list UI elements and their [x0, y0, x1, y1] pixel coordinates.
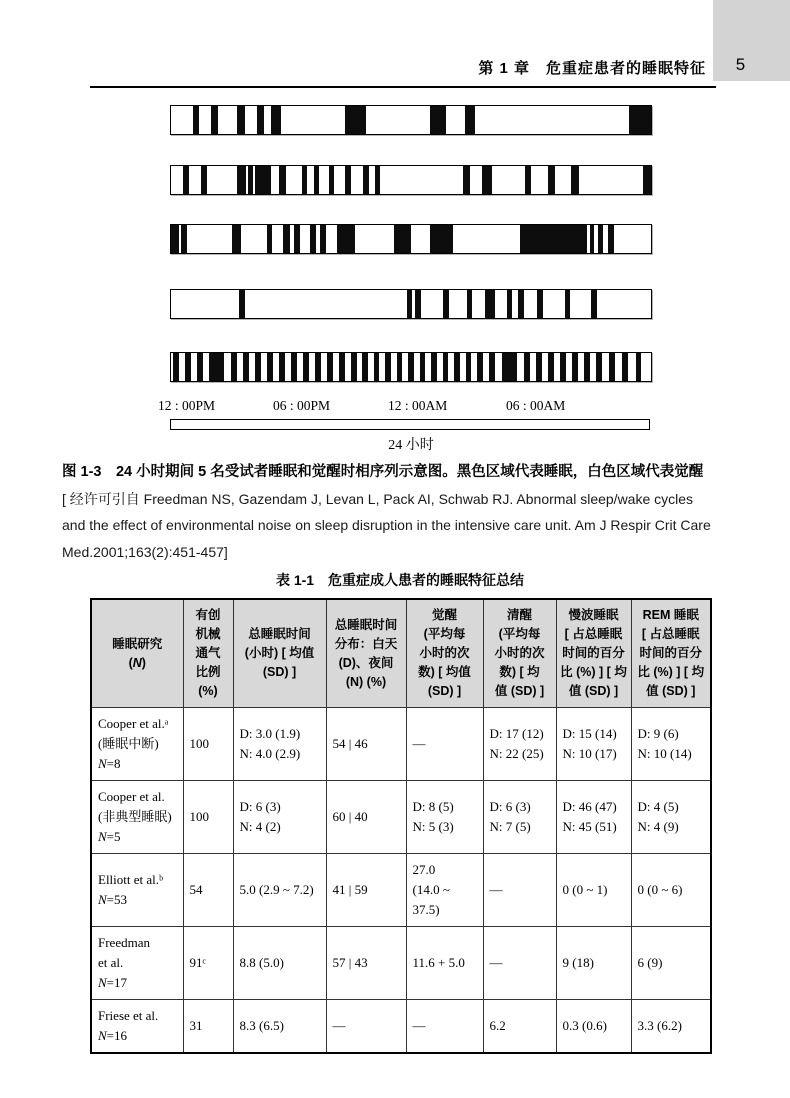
header-rule — [90, 86, 716, 88]
sleep-segment — [279, 166, 286, 194]
sleep-segment — [374, 353, 380, 381]
sleep-segment — [255, 166, 270, 194]
sleep-segment — [443, 290, 449, 318]
chapter-header: 第 1 章 危重症患者的睡眠特征 — [478, 60, 706, 77]
sleep-segment — [598, 225, 604, 253]
sleep-segment — [596, 353, 602, 381]
sleep-segment — [197, 353, 203, 381]
table-cell: 54 | 46 — [326, 708, 406, 781]
sleep-segment — [507, 290, 513, 318]
sleep-segment — [267, 353, 273, 381]
time-axis-label: 06 : 00AM — [506, 398, 566, 413]
sleep-segment — [489, 353, 495, 381]
sleep-wake-bar-subject-1 — [170, 105, 652, 135]
sleep-segment — [407, 290, 413, 318]
sleep-segment — [302, 166, 307, 194]
sleep-segment — [193, 106, 200, 134]
table-cell: 91ᶜ — [183, 927, 233, 1000]
table-cell: 41 | 59 — [326, 854, 406, 927]
sleep-segment — [572, 353, 578, 381]
table-cell: 0 (0 ~ 6) — [631, 854, 711, 927]
sleep-segment — [520, 225, 587, 253]
time-axis-label: 12 : 00AM — [388, 398, 448, 413]
table-cell: Friese et al. N=16 — [91, 1000, 183, 1054]
table-cell: 8.8 (5.0) — [233, 927, 326, 1000]
table-cell: 5.0 (2.9 ~ 7.2) — [233, 854, 326, 927]
table-cell: 9 (18) — [556, 927, 631, 1000]
sleep-segment — [565, 290, 571, 318]
sleep-segment — [591, 290, 597, 318]
table-cell: 54 — [183, 854, 233, 927]
table-header-cell: 慢波睡眠 [ 占总睡眠 时间的百分 比 (%) ] [ 均 值 (SD) ] — [556, 599, 631, 708]
sleep-segment — [548, 353, 554, 381]
table-cell: 27.0 (14.0 ~ 37.5) — [406, 854, 483, 927]
figure-caption-line: [ 经许可引自 Freedman NS, Gazendam J, Levan L, Pack AI, Schwab RJ. Abnormal sleep/wake cycles — [62, 490, 694, 507]
sleep-segment — [537, 290, 543, 318]
sleep-wake-bar-subject-3 — [170, 224, 652, 254]
table-cell: 60 | 40 — [326, 781, 406, 854]
sleep-segment — [211, 106, 218, 134]
figure-caption-line: Med.2001;163(2):451-457] — [62, 543, 228, 560]
sleep-segment — [255, 353, 261, 381]
table-header-cell: REM 睡眠 [ 占总睡眠 时间的百分 比 (%) ] [ 均 值 (SD) ] — [631, 599, 711, 708]
table-cell: — — [406, 1000, 483, 1054]
sleep-segment — [314, 166, 319, 194]
sleep-segment — [327, 353, 333, 381]
sleep-segment — [303, 353, 309, 381]
table-cell: Freedman et al. N=17 — [91, 927, 183, 1000]
table-cell: — — [483, 854, 556, 927]
table-cell: D: 3.0 (1.9) N: 4.0 (2.9) — [233, 708, 326, 781]
table-cell: 6 (9) — [631, 927, 711, 1000]
table-row — [91, 781, 711, 854]
sleep-segment — [629, 106, 651, 134]
sleep-segment — [232, 225, 240, 253]
sleep-segment — [477, 353, 483, 381]
sleep-segment — [622, 353, 628, 381]
table-body — [91, 708, 711, 1054]
table-cell: D: 15 (14) N: 10 (17) — [556, 708, 631, 781]
sleep-segment — [430, 106, 445, 134]
sleep-segment — [185, 353, 191, 381]
table-cell: 6.2 — [483, 1000, 556, 1054]
sleep-segment — [271, 106, 282, 134]
table-cell: 31 — [183, 1000, 233, 1054]
sleep-segment — [518, 290, 524, 318]
sleep-segment — [201, 166, 208, 194]
sleep-segment — [548, 166, 555, 194]
sleep-segment — [339, 353, 345, 381]
table-row — [91, 927, 711, 1000]
figure-caption-line: 图 1-3 24 小时期间 5 名受试者睡眠和觉醒时相序列示意图。黑色区域代表睡眠，白色区域代表觉醒 — [62, 464, 704, 480]
table-cell: D: 6 (3) N: 7 (5) — [483, 781, 556, 854]
figure-caption-line: and the effect of environmental noise on sleep disruption in the intensive care unit. Am J Respir Crit Care — [62, 517, 711, 533]
sleep-segment — [209, 353, 223, 381]
sleep-segment — [643, 166, 651, 194]
sleep-segment — [443, 353, 449, 381]
sleep-segment — [283, 225, 290, 253]
table-cell: — — [483, 927, 556, 1000]
sleep-segment — [408, 353, 414, 381]
sleep-wake-bars — [170, 105, 652, 382]
sleep-segment — [420, 353, 426, 381]
table-cell: Cooper et al.ᵃ (睡眠中断) N=8 — [91, 708, 183, 781]
sleep-segment — [329, 166, 334, 194]
sleep-segment — [482, 166, 492, 194]
table-header-cell: 总睡眠时间 (小时) [ 均值 (SD) ] — [233, 599, 326, 708]
sleep-segment — [239, 290, 245, 318]
table-header-row — [91, 599, 711, 708]
sleep-segment — [248, 166, 253, 194]
table-cell: — — [326, 1000, 406, 1054]
table-cell: D: 8 (5) N: 5 (3) — [406, 781, 483, 854]
sleep-segment — [345, 106, 366, 134]
table-row — [91, 854, 711, 927]
sleep-segment — [363, 166, 368, 194]
table-cell: 11.6 + 5.0 — [406, 927, 483, 1000]
sleep-characteristics-table — [90, 598, 712, 1054]
sleep-segment — [463, 166, 470, 194]
table-header-cell: 睡眠研究 (N) — [91, 599, 183, 708]
table-cell: 0 (0 ~ 1) — [556, 854, 631, 927]
sleep-segment — [571, 166, 579, 194]
sleep-segment — [320, 225, 326, 253]
table-cell: 0.3 (0.6) — [556, 1000, 631, 1054]
table-cell: Elliott et al.ᵇ N=53 — [91, 854, 183, 927]
sleep-wake-bar-subject-4 — [170, 289, 652, 319]
sleep-segment — [279, 353, 285, 381]
table-cell: D: 6 (3) N: 4 (2) — [233, 781, 326, 854]
table-cell: Cooper et al. (非典型睡眠) N=5 — [91, 781, 183, 854]
24h-scale-bar — [170, 419, 650, 430]
table-row — [91, 708, 711, 781]
table-cell: D: 9 (6) N: 10 (14) — [631, 708, 711, 781]
table-cell: D: 17 (12) N: 22 (25) — [483, 708, 556, 781]
sleep-segment — [431, 353, 437, 381]
sleep-segment — [536, 353, 542, 381]
sleep-wake-bar-subject-5 — [170, 352, 652, 382]
sleep-segment — [315, 353, 321, 381]
sleep-segment — [609, 353, 615, 381]
sleep-segment — [237, 166, 246, 194]
sleep-segment — [173, 353, 179, 381]
sleep-segment — [485, 290, 496, 318]
sleep-wake-bar-subject-2 — [170, 165, 652, 195]
sleep-segment — [525, 166, 532, 194]
sleep-segment — [397, 353, 403, 381]
sleep-segment — [294, 225, 300, 253]
table-title: 表 1-1 危重症成人患者的睡眠特征总结 — [275, 572, 525, 588]
table-row — [91, 1000, 711, 1054]
sleep-segment — [183, 166, 190, 194]
sleep-segment — [608, 225, 614, 253]
sleep-segment — [560, 353, 566, 381]
sleep-segment — [351, 353, 357, 381]
table-header-cell: 清醒 (平均每 小时的次 数) [ 均 值 (SD) ] — [483, 599, 556, 708]
sleep-segment — [394, 225, 411, 253]
table-cell: D: 46 (47) N: 45 (51) — [556, 781, 631, 854]
table-header-cell: 有创 机械 通气 比例 (%) — [183, 599, 233, 708]
sleep-segment — [465, 106, 475, 134]
figure-caption — [62, 459, 736, 565]
table-header-cell: 觉醒 (平均每 小时的次 数) [ 均值 (SD) ] — [406, 599, 483, 708]
page-number: 5 — [735, 55, 746, 74]
sleep-segment — [430, 225, 453, 253]
sleep-segment — [345, 166, 350, 194]
sleep-segment — [375, 166, 380, 194]
24h-scale-label: 24 小时 — [388, 438, 434, 453]
table-header-cell: 总睡眠时间 分布：白天 (D)、夜间 (N) (%) — [326, 599, 406, 708]
time-axis-label: 12 : 00PM — [158, 398, 216, 413]
sleep-segment — [310, 225, 316, 253]
table-cell: D: 4 (5) N: 4 (9) — [631, 781, 711, 854]
table-cell: — — [406, 708, 483, 781]
sleep-segment — [171, 225, 179, 253]
sleep-segment — [524, 353, 530, 381]
sleep-segment — [257, 106, 264, 134]
table-cell: 100 — [183, 708, 233, 781]
sleep-segment — [237, 106, 245, 134]
time-axis-labels — [0, 398, 790, 416]
sleep-segment — [243, 353, 249, 381]
sleep-segment — [590, 225, 595, 253]
time-axis-label: 06 : 00PM — [273, 398, 331, 413]
table-cell: 100 — [183, 781, 233, 854]
sleep-segment — [291, 353, 297, 381]
sleep-segment — [454, 353, 460, 381]
sleep-segment — [267, 225, 273, 253]
sleep-segment — [584, 353, 590, 381]
sleep-segment — [467, 290, 473, 318]
sleep-segment — [636, 353, 642, 381]
sleep-segment — [337, 225, 355, 253]
table-cell: 57 | 43 — [326, 927, 406, 1000]
sleep-segment — [385, 353, 391, 381]
table-cell: 3.3 (6.2) — [631, 1000, 711, 1054]
sleep-segment — [181, 225, 187, 253]
sleep-segment — [231, 353, 237, 381]
sleep-segment — [466, 353, 472, 381]
table-cell: 8.3 (6.5) — [233, 1000, 326, 1054]
sleep-segment — [362, 353, 368, 381]
sleep-segment — [502, 353, 516, 381]
sleep-segment — [415, 290, 420, 318]
